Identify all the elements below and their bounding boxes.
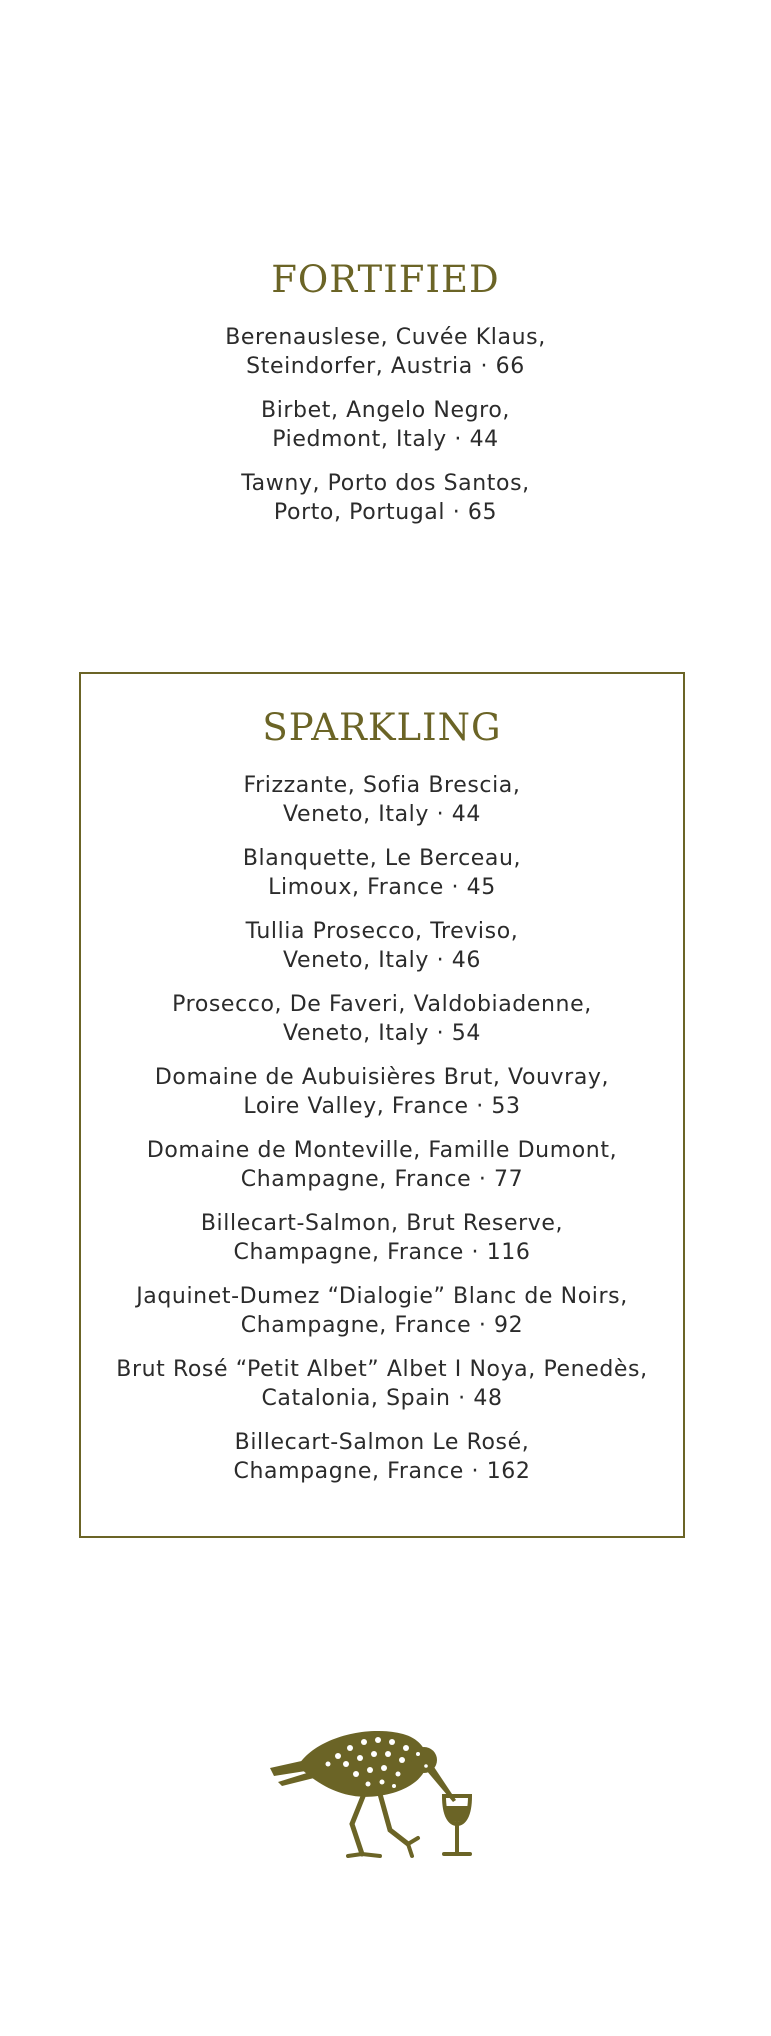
sparkling-title: SPARKLING xyxy=(262,706,502,749)
wine-name: Domaine de Monteville, Famille Dumont, xyxy=(146,1138,618,1163)
wine-entry xyxy=(0,469,771,527)
wine-origin-price: Porto, Portugal · 65 xyxy=(273,500,498,525)
wine-entry xyxy=(81,990,683,1048)
wine-entry xyxy=(0,323,771,381)
wine-name: Billecart-Salmon, Brut Reserve, xyxy=(200,1211,564,1236)
wine-entry xyxy=(81,844,683,902)
wine-entry xyxy=(81,917,683,975)
wine-name: Brut Rosé “Petit Albet” Albet I Noya, Penedès, xyxy=(116,1357,648,1382)
wine-entry xyxy=(81,1136,683,1194)
wine-origin-price: Veneto, Italy · 46 xyxy=(283,948,481,973)
wine-name: Birbet, Angelo Negro, xyxy=(261,398,510,423)
wine-name: Prosecco, De Faveri, Valdobiadenne, xyxy=(172,992,592,1017)
wine-origin-price: Catalonia, Spain · 48 xyxy=(261,1386,503,1411)
wine-entry xyxy=(81,1355,683,1413)
wine-name: Tawny, Porto dos Santos, xyxy=(241,471,530,496)
wine-origin-price: Champagne, France · 92 xyxy=(240,1313,524,1338)
wine-origin-price: Champagne, France · 77 xyxy=(240,1167,524,1192)
wine-entry xyxy=(81,1282,683,1340)
wine-origin-price: Veneto, Italy · 44 xyxy=(283,802,481,827)
wine-origin-price: Loire Valley, France · 53 xyxy=(243,1094,521,1119)
wine-origin-price: Champagne, France · 162 xyxy=(233,1459,531,1484)
wine-origin-price: Piedmont, Italy · 44 xyxy=(272,427,499,452)
wine-name: Domaine de Aubuisières Brut, Vouvray, xyxy=(154,1065,610,1090)
wine-origin-price: Limoux, France · 45 xyxy=(268,875,496,900)
wine-entry xyxy=(81,771,683,829)
wine-name: Frizzante, Sofia Brescia, xyxy=(243,773,521,798)
fortified-section xyxy=(0,258,771,542)
wine-origin-price: Champagne, France · 116 xyxy=(233,1240,531,1265)
wine-origin-price: Steindorfer, Austria · 66 xyxy=(246,354,525,379)
fortified-title: FORTIFIED xyxy=(271,258,500,301)
wine-entry xyxy=(81,1209,683,1267)
wine-entry xyxy=(81,1063,683,1121)
bird-with-wine-glass-icon xyxy=(268,1720,498,1860)
wine-origin-price: Veneto, Italy · 54 xyxy=(283,1021,481,1046)
wine-name: Blanquette, Le Berceau, xyxy=(242,846,522,871)
wine-name: Jaquinet-Dumez “Dialogie” Blanc de Noirs, xyxy=(136,1284,628,1309)
wine-name: Billecart-Salmon Le Rosé, xyxy=(234,1430,530,1455)
wine-name: Tullia Prosecco, Treviso, xyxy=(245,919,519,944)
wine-entry xyxy=(0,396,771,454)
wine-entry xyxy=(81,1428,683,1486)
wine-name: Berenauslese, Cuvée Klaus, xyxy=(225,325,546,350)
sparkling-section xyxy=(79,672,685,1538)
